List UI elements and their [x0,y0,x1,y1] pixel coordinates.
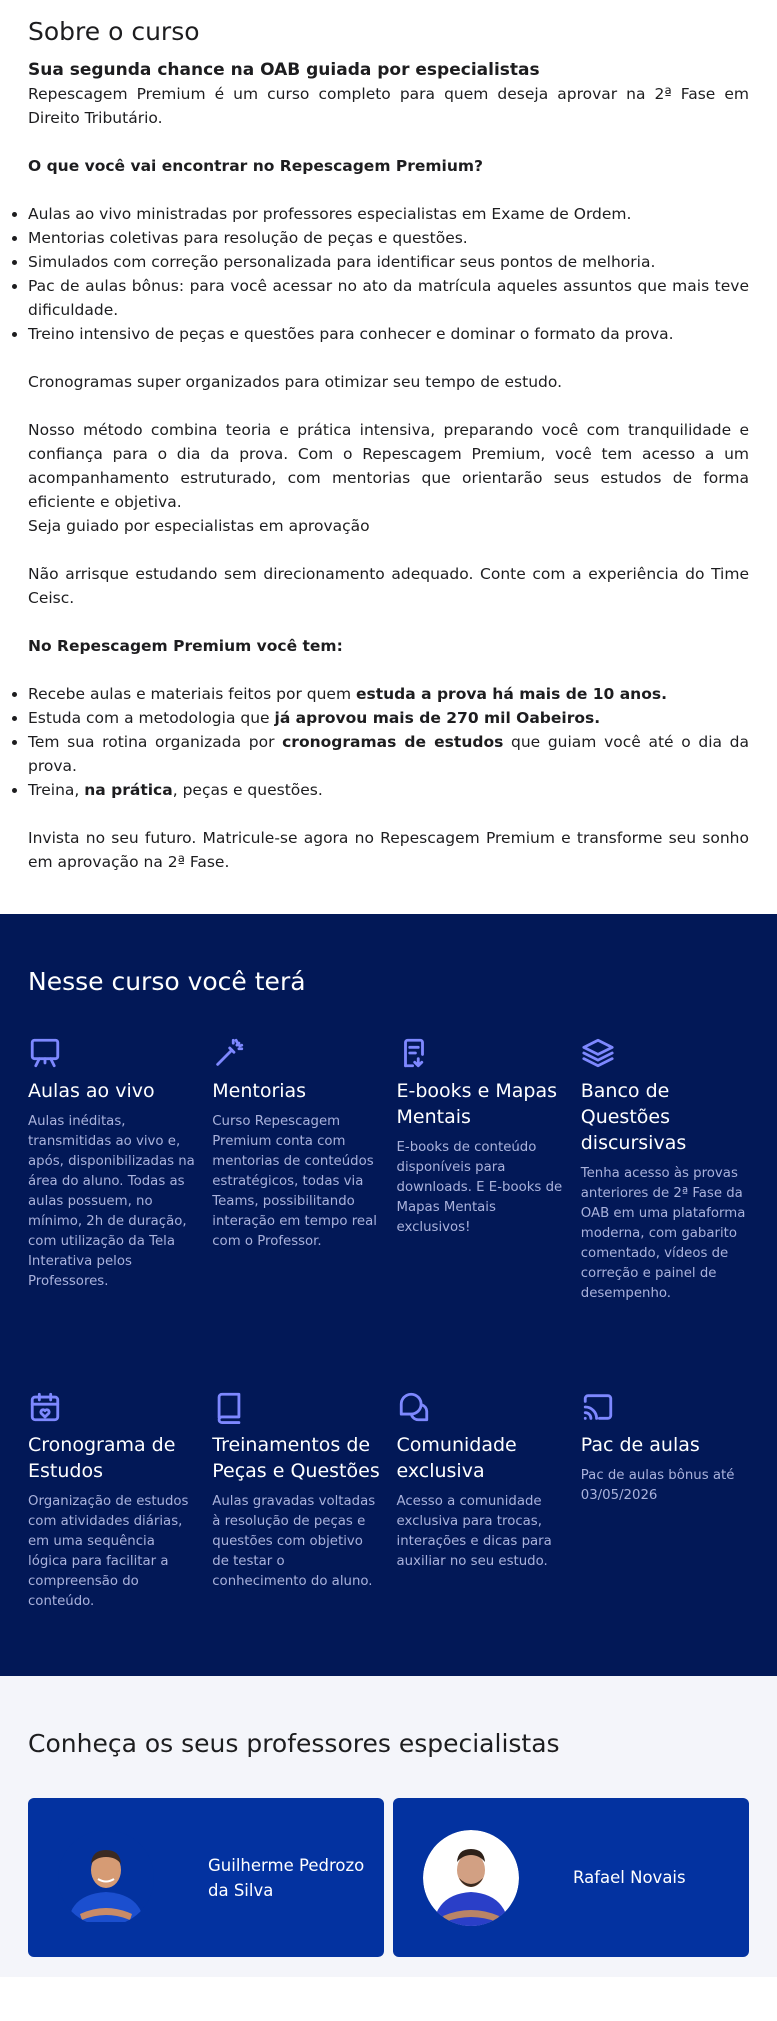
about-section [0,0,777,914]
feature-text: Pac de aulas bônus até 03/05/2026 [580,1468,735,1503]
layers-icon [581,1036,617,1072]
list-item: Simulados com correção personalizada para identificar seus pontos de melhoria. [28,250,749,274]
calendar-heart-icon [28,1390,64,1426]
method-text: Nosso método combina teoria e prática intensiva, preparando você com tranquilidade e confiança para o dia da prova. Com o Repescagem Premium, você tem acesso a um acompanhamento estruturado, com mentorias que orientarão seus estudos de forma eficiente e objetiva. [28,421,749,511]
features-title: Nesse curso você terá [28,967,306,996]
list-item: Pac de aulas bônus: para você acessar no ato da matrícula aqueles assuntos que mais teve dificuldade. [28,274,749,322]
feature-title: E-books e Mapas Mentais [396,1080,557,1128]
teacher-card[interactable] [28,1798,384,1957]
feature-card [212,1036,380,1304]
feature-card [397,1036,565,1304]
feature-text: Aulas gravadas voltadas à resolução de peças e questões com objetivo de testar o conhecimento do aluno. [212,1494,376,1589]
magic-wand-icon [212,1036,248,1072]
about-intro: Repescagem Premium é um curso completo para quem deseja aprovar na 2ª Fase em Direito Tributário. [28,85,749,127]
feature-card [581,1036,749,1304]
feature-title: Pac de aulas [580,1434,700,1456]
feature-text: Tenha acesso às provas anteriores de 2ª Fase da OAB em uma plataforma moderna, com gabarito comentado, vídeos de correção e painel de desempenho. [580,1166,746,1301]
feature-card [28,1390,196,1612]
teacher-card[interactable] [393,1798,749,1957]
book-icon [212,1390,248,1426]
feature-text: Organização de estudos com atividades diárias, em uma sequência lógica para facilitar a compreensão do conteúdo. [28,1494,189,1609]
list-item: Aulas ao vivo ministradas por professores especialistas em Exame de Ordem. [28,202,749,226]
invest-text: Invista no seu futuro. Matricule-se agora no Repescagem Premium e transforme seu sonho em aprovação na 2ª Fase. [28,829,749,871]
features-section [0,914,777,1676]
document-download-icon [397,1036,433,1072]
teacher-name: Rafael Novais [573,1868,686,1887]
teacher-photo [423,1830,519,1926]
list-item: Treino intensivo de peças e questões para conhecer e dominar o formato da prova. [28,322,749,346]
chat-bubbles-icon [397,1390,433,1426]
teacher-name: Guilherme Pedrozo da Silva [208,1855,365,1900]
teacher-photo [58,1830,154,1926]
list-item: Treina, na prática, peças e questões. [28,778,749,802]
feature-text: E-books de conteúdo disponíveis para downloads. E E-books de Mapas Mentais exclusivos! [396,1140,563,1235]
presentation-board-icon [28,1036,64,1072]
feature-title: Comunidade exclusiva [396,1434,517,1482]
risk-text: Não arrisque estudando sem direcionamento adequado. Conte com a experiência do Time Ceisc. [28,565,749,607]
list-item: Tem sua rotina organizada por cronogramas de estudos que guiam você até o dia da prova. [28,730,749,778]
have-heading: No Repescagem Premium você tem: [28,637,343,655]
feature-text: Aulas inéditas, transmitidas ao vivo e, após, disponibilizadas na área do aluno. Todas as aulas possuem, no mínimo, 2h de duração, com utilização da Tela Interativa pelos Professores. [28,1114,195,1289]
about-title: Sobre o curso [28,17,200,46]
feature-title: Cronograma de Estudos [28,1434,176,1482]
cast-icon [581,1390,617,1426]
feature-card [581,1390,749,1612]
feature-card [397,1390,565,1612]
guided-text: Seja guiado por especialistas em aprovação [28,517,370,535]
feature-title: Mentorias [212,1080,307,1102]
advantages-list [28,682,749,802]
feature-title: Banco de Questões discursivas [580,1080,687,1154]
feature-title: Treinamentos de Peças e Questões [212,1434,380,1482]
benefits-list [28,202,749,346]
about-subtitle: Sua segunda chance na OAB guiada por especialistas [28,60,540,80]
what-heading: O que você vai encontrar no Repescagem Premium? [28,157,484,175]
feature-text: Acesso a comunidade exclusiva para trocas, interações e dicas para auxiliar no seu estudo. [396,1494,552,1569]
list-item: Recebe aulas e materiais feitos por quem estuda a prova há mais de 10 anos. [28,682,749,706]
feature-text: Curso Repescagem Premium conta com mentorias de conteúdos estratégicos, todas via Teams, possibilitando interação em tempo real com o Professor. [212,1114,377,1249]
feature-title: Aulas ao vivo [28,1080,155,1102]
list-item: Mentorias coletivas para resolução de peças e questões. [28,226,749,250]
feature-card [28,1036,196,1304]
feature-card [212,1390,380,1612]
list-item: Estuda com a metodologia que já aprovou mais de 270 mil Oabeiros. [28,706,749,730]
teachers-section [0,1676,777,1977]
schedule-text: Cronogramas super organizados para otimizar seu tempo de estudo. [28,373,562,391]
teachers-title: Conheça os seus professores especialistas [28,1729,560,1758]
